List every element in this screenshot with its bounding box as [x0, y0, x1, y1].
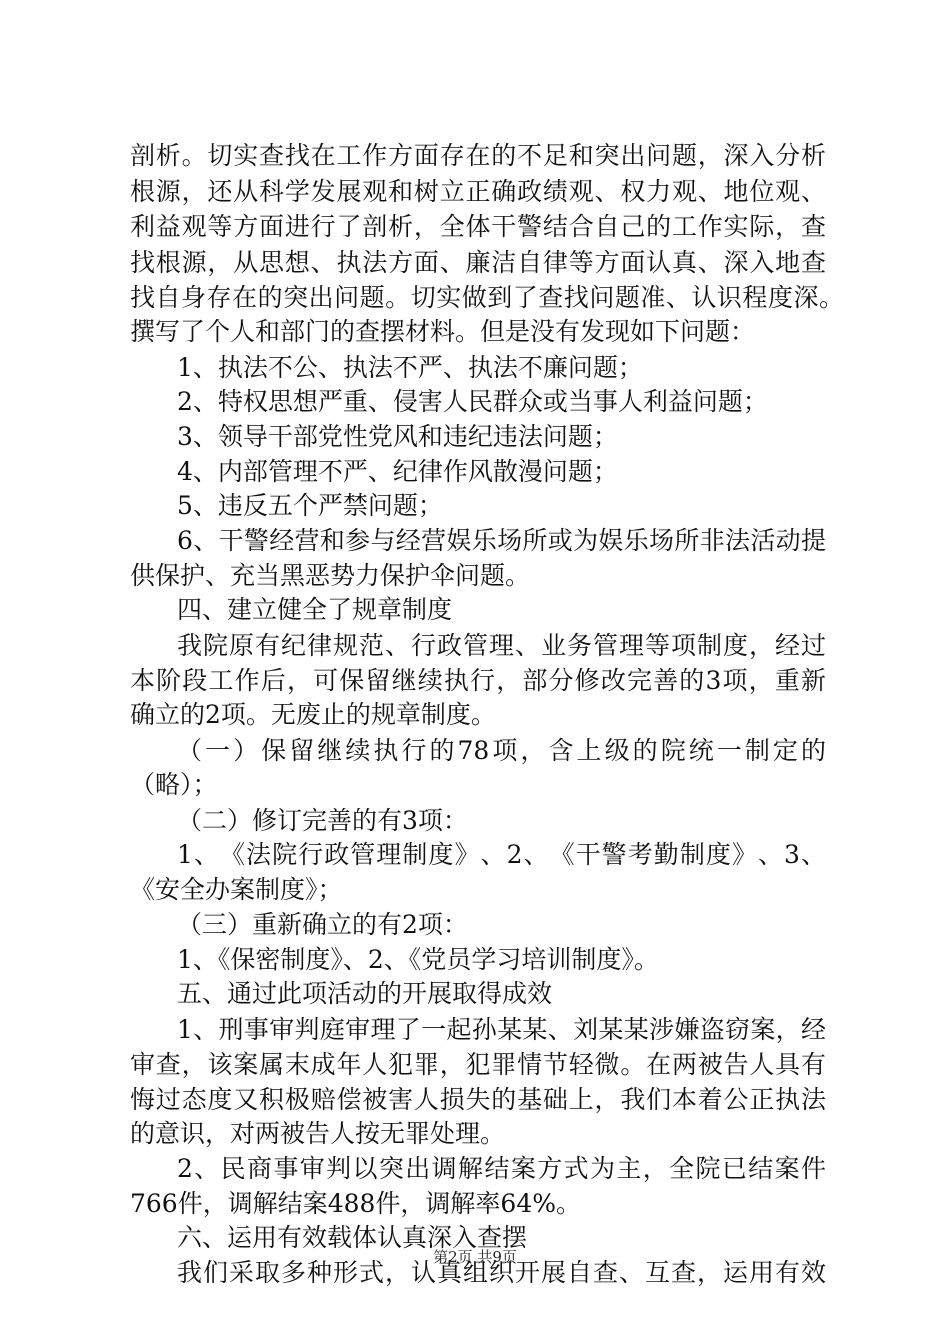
- paragraph-line: 的意识，对两被告人按无罪处理。: [130, 1119, 506, 1148]
- paragraph-line: 四、建立健全了规章制度: [177, 595, 453, 624]
- paragraph-line: 《安全办案制度》；: [130, 875, 343, 904]
- paragraph-line: 我 们 采 取 多 种 形 式 ， 认 真 组 织 开 展 自 查 、 互 查 ， 运 用 有 效: [177, 1258, 826, 1287]
- paragraph-line: 本 阶 段 工 作 后 ， 可 保 留 继 续 执 行 ， 部 分 修 改 完 善 的 3 项 ， 重 新: [130, 666, 826, 695]
- paragraph-line: 供保护、充当黑恶势力保护伞问题。: [130, 561, 531, 590]
- paragraph-line: 2 、 民 商 事 审 判 以 突 出 调 解 结 案 方 式 为 主 ， 全 院 已 结 案 件: [177, 1154, 826, 1183]
- paragraph-line: 3、领导干部党性党风和违纪违法问题；: [177, 422, 618, 451]
- paragraph-line: 1、执法不公、执法不严、执法不廉问题；: [177, 353, 643, 382]
- paragraph-line: 确立的2项。无废止的规章制度。: [130, 700, 496, 729]
- paragraph-line: 1、《保密制度》、2、《党员学习培训制度》。: [177, 945, 659, 974]
- paragraph-line: （略）；: [130, 770, 218, 799]
- paragraph-line: 审 查 ， 该 案 属 末 成 年 人 犯 罪 ， 犯 罪 情 节 轻 微 。 在 两 被 告 人 具 有: [130, 1050, 826, 1079]
- paragraph-line: 悔 过 态 度 又 积 极 赔 偿 被 害 人 损 失 的 基 础 上 ， 我 们 本 着 公 正 执 法: [130, 1085, 826, 1114]
- paragraph-line: 1 、 刑 事 审 判 庭 审 理 了 一 起 孙 某 某 、 刘 某 某 涉 嫌 盗 窃 案 ， 经: [177, 1015, 826, 1044]
- paragraph-line: 六、运用有效载体认真深入查摆: [177, 1223, 528, 1252]
- paragraph-line: （三）重新确立的有2项：: [177, 910, 468, 939]
- paragraph-line: 利 益 观 等 方 面 进 行 了 剖 析 ， 全 体 干 警 结 合 自 己 的 工 作 实 际 ， 查: [130, 212, 826, 241]
- paragraph-line: 撰写了个人和部门的查摆材料。但是没有发现如下问题：: [130, 317, 756, 346]
- paragraph-line: 6 、 干 警 经 营 和 参 与 经 营 娱 乐 场 所 或 为 娱 乐 场 所 非 法 活 动 提: [177, 526, 826, 555]
- paragraph-line: 2、特权思想严重、侵害人民群众或当事人利益问题；: [177, 387, 768, 416]
- paragraph-line: 5、违反五个严禁问题；: [177, 491, 443, 520]
- paragraph-line: 766件，调解结案488件，调解率64%。: [130, 1189, 582, 1218]
- paragraph-line: 1 、 《 法 院 行 政 管 理 制 度 》 、 2 、 《 干 警 考 勤 制 度 》 、 3 、: [177, 840, 826, 869]
- paragraph-line: 剖 析 。 切 实 查 找 在 工 作 方 面 存 在 的 不 足 和 突 出 问 题 ， 深 入 分 析: [130, 141, 826, 170]
- paragraph-line: 找 自 身 存 在 的 突 出 问 题 。 切 实 做 到 了 查 找 问 题 准 、 认 识 程 度 深 。: [130, 283, 844, 312]
- paragraph-line: 找 根 源 ， 从 思 想 、 执 法 方 面 、 廉 洁 自 律 等 方 面 认 真 、 深 入 地 查: [130, 248, 826, 277]
- paragraph-line: 我 院 原 有 纪 律 规 范 、 行 政 管 理 、 业 务 管 理 等 项 制 度 ， 经 过: [177, 631, 826, 660]
- paragraph-line: （ 一 ） 保 留 继 续 执 行 的 78 项 ， 含 上 级 的 院 统 一 制 定 的: [177, 736, 826, 765]
- paragraph-line: 五、通过此项活动的开展取得成效: [177, 979, 553, 1008]
- paragraph-line: 根 源 ， 还 从 科 学 发 展 观 和 树 立 正 确 政 绩 观 、 权 力 观 、 地 位 观 、: [130, 177, 826, 206]
- paragraph-line: 4、内部管理不严、纪律作风散漫问题；: [177, 457, 618, 486]
- paragraph-line: （二）修订完善的有3项：: [177, 806, 468, 835]
- page-footer: 第2页 共9页: [433, 1248, 517, 1266]
